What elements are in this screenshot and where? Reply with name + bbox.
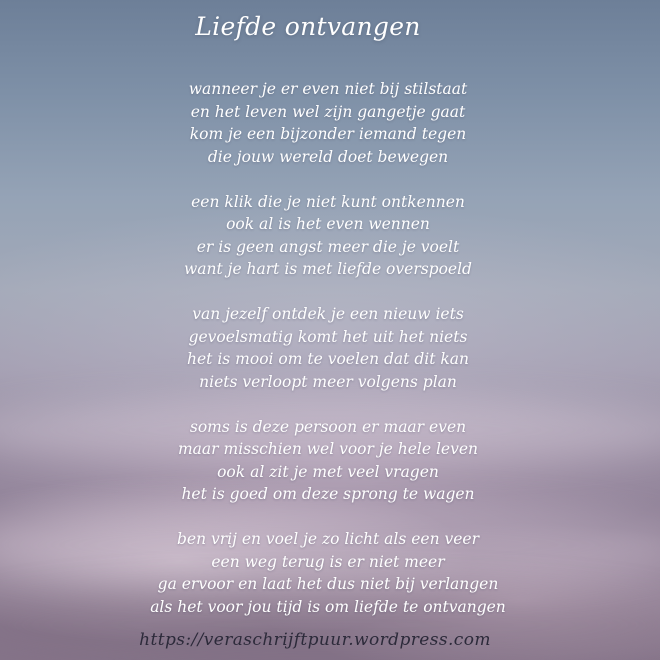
- stanza-3: [0, 303, 656, 393]
- poem-line: een klik die je niet kunt ontkennen: [191, 192, 465, 211]
- poem-line: kom je een bijzonder iemand tegen: [189, 125, 467, 143]
- blog-url: https://veraschrijftpuur.wordpress.com: [139, 630, 491, 650]
- poem-line: het is mooi om te voelen dat dit kan: [187, 350, 469, 368]
- poem-line: die jouw wereld doet bewegen: [207, 147, 449, 166]
- poem-line: ook al is het even wennen: [226, 215, 430, 233]
- stanza-1: [0, 78, 656, 168]
- stanza-4: [0, 416, 656, 506]
- poem-line: als het voor jou tijd is om liefde te ontvangen: [150, 597, 506, 616]
- stanza-5: [0, 528, 656, 618]
- poem-line: ook al zit je met veel vragen: [217, 462, 439, 481]
- poem-line: gevoelsmatig komt het uit het niets: [188, 327, 468, 346]
- poem-line: ga ervoor en laat het dus niet bij verlangen: [157, 575, 499, 593]
- poem-line: er is geen angst meer die je voelt: [196, 237, 460, 256]
- poem-line: wanneer je er even niet bij stilstaat: [188, 80, 468, 98]
- poem-title: Liefde ontvangen: [195, 12, 421, 41]
- poem-line: van jezelf ontdek je een nieuw iets: [192, 305, 464, 323]
- poem-line: maar misschien wel voor je hele leven: [177, 440, 479, 458]
- poem-line: het is goed om deze sprong te wagen: [181, 485, 475, 503]
- poem-body: [0, 78, 656, 641]
- poem-line: want je hart is met liefde overspoeld: [184, 260, 472, 278]
- poem-line: niets verloopt meer volgens plan: [199, 372, 457, 391]
- stanza-2: [0, 191, 656, 281]
- poem-line: soms is deze persoon er maar even: [189, 417, 467, 436]
- poem-line: ben vrij en voel je zo licht als een veer: [176, 530, 479, 548]
- poem-line: en het leven wel zijn gangetje gaat: [190, 102, 466, 121]
- poem-line: een weg terug is er niet meer: [211, 552, 445, 571]
